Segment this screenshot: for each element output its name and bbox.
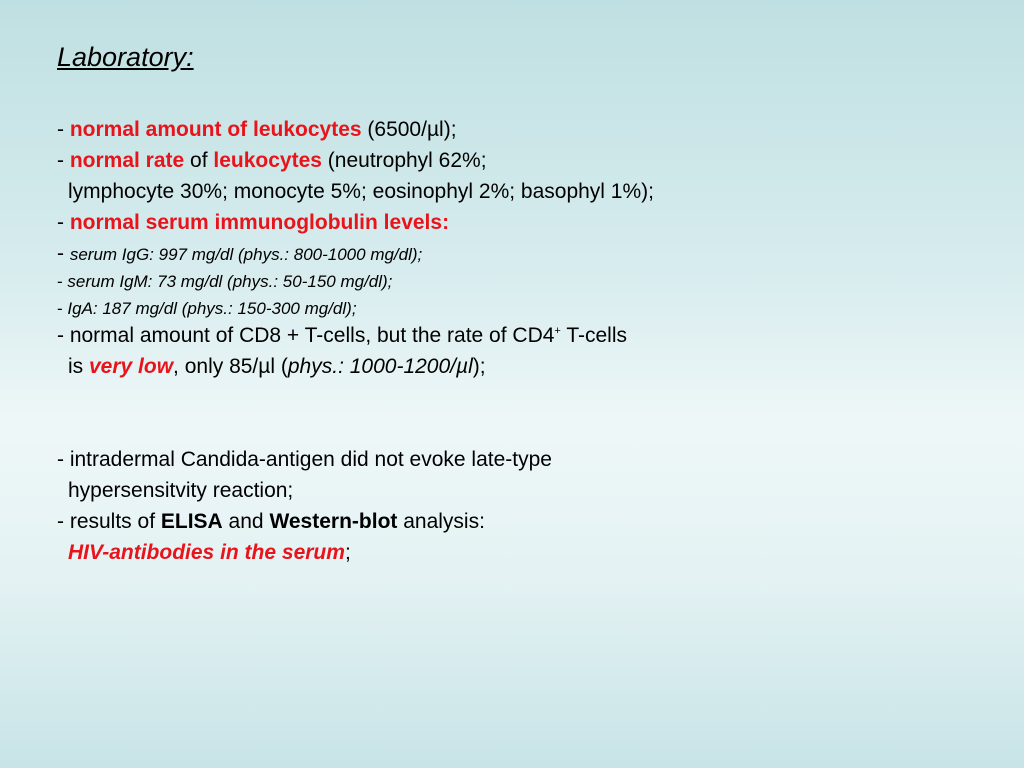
line-text: (6500/µl); — [361, 118, 457, 141]
hypersensitivity-line: hypersensitvity reaction; — [68, 479, 294, 502]
tcell-line — [57, 322, 627, 350]
highlight-text: HIV-antibodies in the serum — [68, 541, 345, 564]
elisa-line — [57, 508, 485, 536]
bullet-dash: - — [57, 211, 70, 234]
bullet-dash: - — [57, 149, 70, 172]
leukocyte-rate-line — [57, 147, 487, 175]
bold-text: ELISA — [160, 510, 223, 533]
line-text: is — [68, 355, 89, 378]
bullet-dash: - — [57, 272, 68, 291]
superscript: + — [554, 325, 561, 337]
differential-count-line: lymphocyte 30%; monocyte 5%; eosinophyl 2%; basophyl 1%); — [68, 180, 654, 203]
line-text: , only 85/µl ( — [173, 355, 288, 378]
cd4-count-line — [68, 353, 486, 381]
line-text: - results of — [57, 510, 161, 533]
line-text: IgA: 187 mg/dl (phys.: 150-300 mg/dl); — [67, 299, 357, 318]
line-text: ); — [472, 355, 486, 378]
reference-range: phys.: 1000-1200/µl — [287, 355, 473, 378]
bullet-dash: - — [57, 118, 70, 141]
line-text: of — [184, 149, 214, 172]
line-text: analysis: — [397, 510, 485, 533]
highlight-text: very low — [89, 355, 174, 378]
highlight-text: leukocytes — [213, 149, 322, 172]
leukocyte-count-line — [57, 116, 457, 144]
line-text: - normal amount of CD8 + T-cells, but the rate of CD4 — [57, 324, 555, 347]
highlight-text: normal amount of leukocytes — [69, 118, 362, 141]
line-text: serum IgM: 73 mg/dl (phys.: 50-150 mg/dl); — [67, 272, 393, 291]
line-text: ; — [344, 541, 351, 564]
bullet-dash: - — [57, 242, 70, 265]
bullet-dash: - — [57, 299, 68, 318]
igg-line — [57, 240, 422, 269]
highlight-text: normal serum immunoglobulin levels: — [69, 211, 450, 234]
highlight-text: normal rate — [69, 149, 185, 172]
line-text: and — [222, 510, 270, 533]
slide-title: Laboratory: — [57, 42, 194, 72]
hiv-result-line — [68, 539, 351, 567]
candida-test-line: - intradermal Candida-antigen did not evoke late-type — [57, 448, 552, 471]
immunoglobulin-heading-line — [57, 209, 449, 237]
line-text: T-cells — [560, 324, 627, 347]
line-text: (neutrophyl 62%; — [321, 149, 487, 172]
line-text: serum IgG: 997 mg/dl (phys.: 800-1000 mg/dl); — [69, 245, 423, 264]
bold-text: Western-blot — [269, 510, 398, 533]
iga-line — [57, 295, 357, 323]
igm-line — [57, 268, 392, 296]
